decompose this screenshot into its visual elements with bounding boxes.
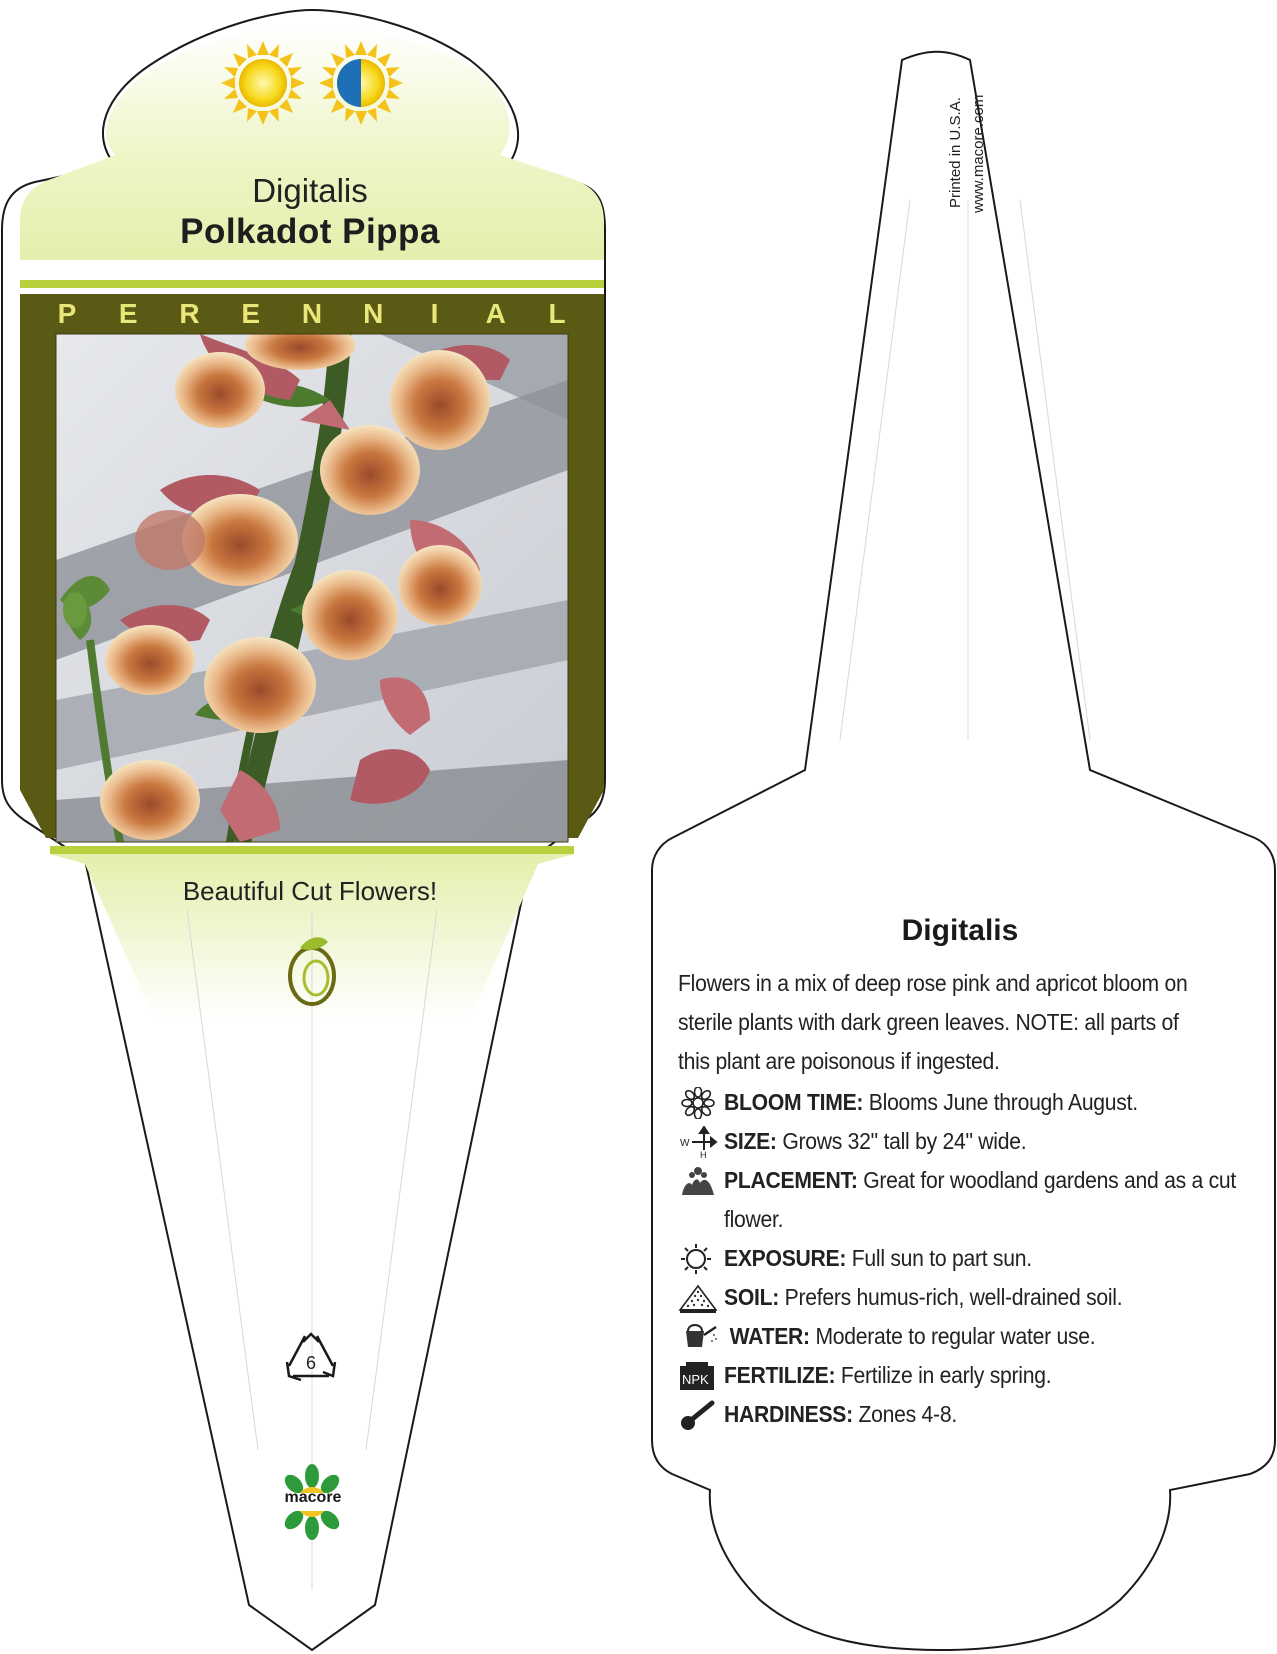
care-label: FERTILIZE: — [724, 1362, 836, 1388]
care-item-water — [678, 1317, 1268, 1356]
care-text: Zones 4-8. — [858, 1401, 957, 1427]
flower-icon — [678, 1087, 718, 1119]
care-item-placement — [678, 1161, 1268, 1239]
svg-text:NPK: NPK — [682, 1372, 709, 1387]
soil-icon — [678, 1282, 718, 1314]
care-text: Moderate to regular water use. — [815, 1323, 1096, 1349]
printed-in-label: Printed in U.S.A. — [947, 97, 964, 208]
back-title: Digitalis — [901, 914, 1019, 947]
plant-description: Flowers in a mix of deep rose pink and apricot bloom on sterile plants with dark green leaves. NOTE: all parts of this plant are poisonous if ingested. — [678, 970, 1188, 1074]
recycle-number: 6 — [305, 1353, 316, 1373]
watering-can-icon — [678, 1321, 718, 1353]
care-item-soil — [678, 1278, 1268, 1317]
care-label: SIZE: — [724, 1128, 777, 1154]
care-text: Full sun to part sun. — [851, 1245, 1032, 1271]
svg-text:H: H — [700, 1150, 707, 1158]
category-letter: N — [363, 298, 384, 329]
care-text: Grows 32" tall by 24" wide. — [782, 1128, 1027, 1154]
care-label: BLOOM TIME: — [724, 1089, 864, 1115]
npk-icon — [678, 1360, 718, 1392]
category-letter: A — [485, 298, 506, 329]
care-label: EXPOSURE: — [724, 1245, 847, 1271]
brand-name: macore — [284, 1489, 342, 1506]
care-label: WATER: — [729, 1323, 810, 1349]
placement-icon — [678, 1165, 718, 1197]
care-label: SOIL: — [724, 1284, 780, 1310]
care-text: Fertilize in early spring. — [840, 1362, 1052, 1388]
category-letter: N — [301, 298, 323, 329]
category-letter: I — [430, 298, 439, 329]
care-item-size — [678, 1122, 1268, 1161]
care-label: HARDINESS: — [724, 1401, 853, 1427]
svg-text:W: W — [680, 1138, 690, 1149]
category-letter: P — [57, 298, 77, 329]
care-item-hardiness — [678, 1395, 1268, 1434]
care-item-exposure — [678, 1239, 1268, 1278]
website-label: www.macore.com — [970, 94, 987, 213]
care-item-fertilize — [678, 1356, 1268, 1395]
variety-name: Polkadot Pippa — [180, 212, 440, 251]
part-sun-icon — [319, 41, 403, 125]
care-label: PLACEMENT: — [724, 1167, 858, 1193]
care-text: Great for woodland gardens and as a cut flower. — [724, 1167, 1236, 1232]
care-text: Prefers humus-rich, well-drained soil. — [784, 1284, 1123, 1310]
sun-icon — [678, 1243, 718, 1275]
category-label — [52, 298, 572, 330]
category-letter: E — [241, 298, 261, 329]
care-list — [678, 1083, 1268, 1434]
category-letter: R — [179, 298, 200, 329]
plant-photo — [56, 320, 568, 842]
full-sun-icon — [221, 41, 305, 125]
category-letter: E — [118, 298, 138, 329]
care-text: Blooms June through August. — [868, 1089, 1138, 1115]
tagline: Beautiful Cut Flowers! — [182, 876, 438, 906]
common-name: Digitalis — [252, 172, 368, 209]
care-item-bloom-time — [678, 1083, 1268, 1122]
category-letter: L — [548, 298, 566, 329]
size-icon — [678, 1126, 718, 1158]
thermometer-icon — [678, 1399, 718, 1431]
